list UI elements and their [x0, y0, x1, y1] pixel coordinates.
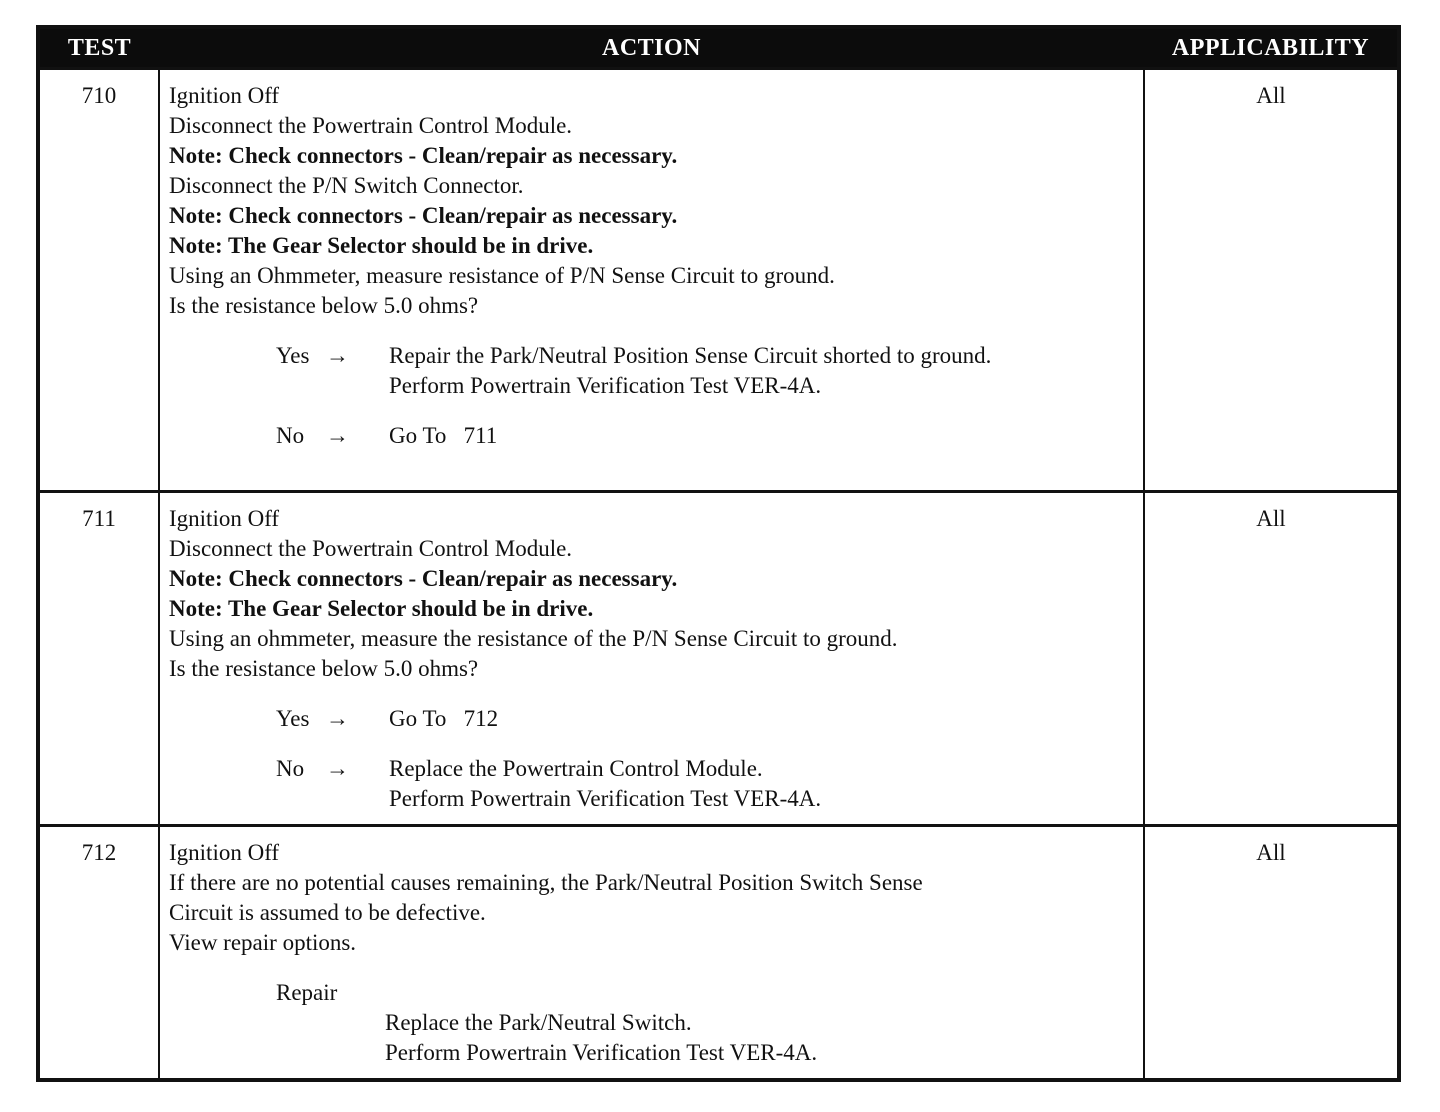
no-result [389, 754, 1135, 814]
repair-step: Perform Powertrain Verification Test VER-4A. [385, 1040, 818, 1065]
result-line: Go To 711 [389, 423, 498, 448]
yes-result [389, 341, 1135, 401]
table-body [38, 69, 1399, 1081]
no-result [389, 421, 1135, 451]
header-action: ACTION [159, 27, 1144, 69]
instruction-line: If there are no potential causes remaining, the Park/Neutral Position Switch Sense [169, 870, 923, 895]
result-line: Perform Powertrain Verification Test VER-4A. [389, 373, 822, 398]
instruction-line: Disconnect the Powertrain Control Module. [169, 113, 573, 138]
repair-step: Replace the Park/Neutral Switch. [385, 1010, 692, 1035]
right-arrow-icon: → [326, 343, 349, 368]
instruction-line: Ignition Off [169, 506, 280, 531]
table-header-row [38, 27, 1399, 69]
right-arrow-icon: → [326, 423, 349, 448]
note-line: Note: Check connectors - Clean/repair as necessary. [169, 566, 678, 591]
repair-options [276, 978, 1135, 1068]
yes-label: Yes [276, 343, 310, 368]
right-arrow-icon: → [326, 706, 349, 731]
instruction-line: Using an ohmmeter, measure the resistance of the P/N Sense Circuit to ground. [169, 626, 898, 651]
action-cell [159, 492, 1144, 826]
repair-steps [385, 1008, 1135, 1068]
instruction-line: Circuit is assumed to be defective. [169, 900, 486, 925]
instruction-line: Ignition Off [169, 83, 280, 108]
instruction-line: Is the resistance below 5.0 ohms? [169, 293, 479, 318]
result-line: Replace the Powertrain Control Module. [389, 756, 763, 781]
yes-branch [276, 704, 1135, 734]
instruction-line: Is the resistance below 5.0 ohms? [169, 656, 479, 681]
instruction-line: Using an Ohmmeter, measure resistance of P/N Sense Circuit to ground. [169, 263, 835, 288]
no-branch [276, 754, 1135, 814]
instruction-line: Ignition Off [169, 840, 280, 865]
result-line: Repair the Park/Neutral Position Sense Circuit shorted to ground. [389, 343, 992, 368]
note-line: Note: The Gear Selector should be in drive. [169, 596, 594, 621]
repair-label: Repair [276, 980, 338, 1005]
note-line: Note: Check connectors - Clean/repair as necessary. [169, 203, 678, 228]
yes-label: Yes [276, 706, 310, 731]
table-row [38, 492, 1399, 826]
header-applicability: APPLICABILITY [1144, 27, 1399, 69]
no-branch [276, 421, 1135, 451]
result-line: Go To 712 [389, 706, 499, 731]
header-test: TEST [38, 27, 159, 69]
action-cell [159, 69, 1144, 492]
applicability-value: All [1144, 826, 1399, 1081]
yes-result [389, 704, 1135, 734]
right-arrow-icon: → [326, 756, 349, 781]
result-line: Perform Powertrain Verification Test VER-4A. [389, 786, 822, 811]
diagnostic-test-table [36, 25, 1401, 1082]
note-line: Note: Check connectors - Clean/repair as necessary. [169, 143, 678, 168]
applicability-value: All [1144, 69, 1399, 492]
no-label: No [276, 756, 305, 781]
instruction-line: Disconnect the Powertrain Control Module. [169, 536, 573, 561]
test-number: 710 [38, 69, 159, 492]
no-label: No [276, 423, 305, 448]
instruction-line: Disconnect the P/N Switch Connector. [169, 173, 524, 198]
instruction-line: View repair options. [169, 930, 357, 955]
applicability-value: All [1144, 492, 1399, 826]
test-number: 712 [38, 826, 159, 1081]
note-line: Note: The Gear Selector should be in drive. [169, 233, 594, 258]
action-cell [159, 826, 1144, 1081]
table-row [38, 69, 1399, 492]
test-number: 711 [38, 492, 159, 826]
table-row [38, 826, 1399, 1081]
yes-branch [276, 341, 1135, 401]
